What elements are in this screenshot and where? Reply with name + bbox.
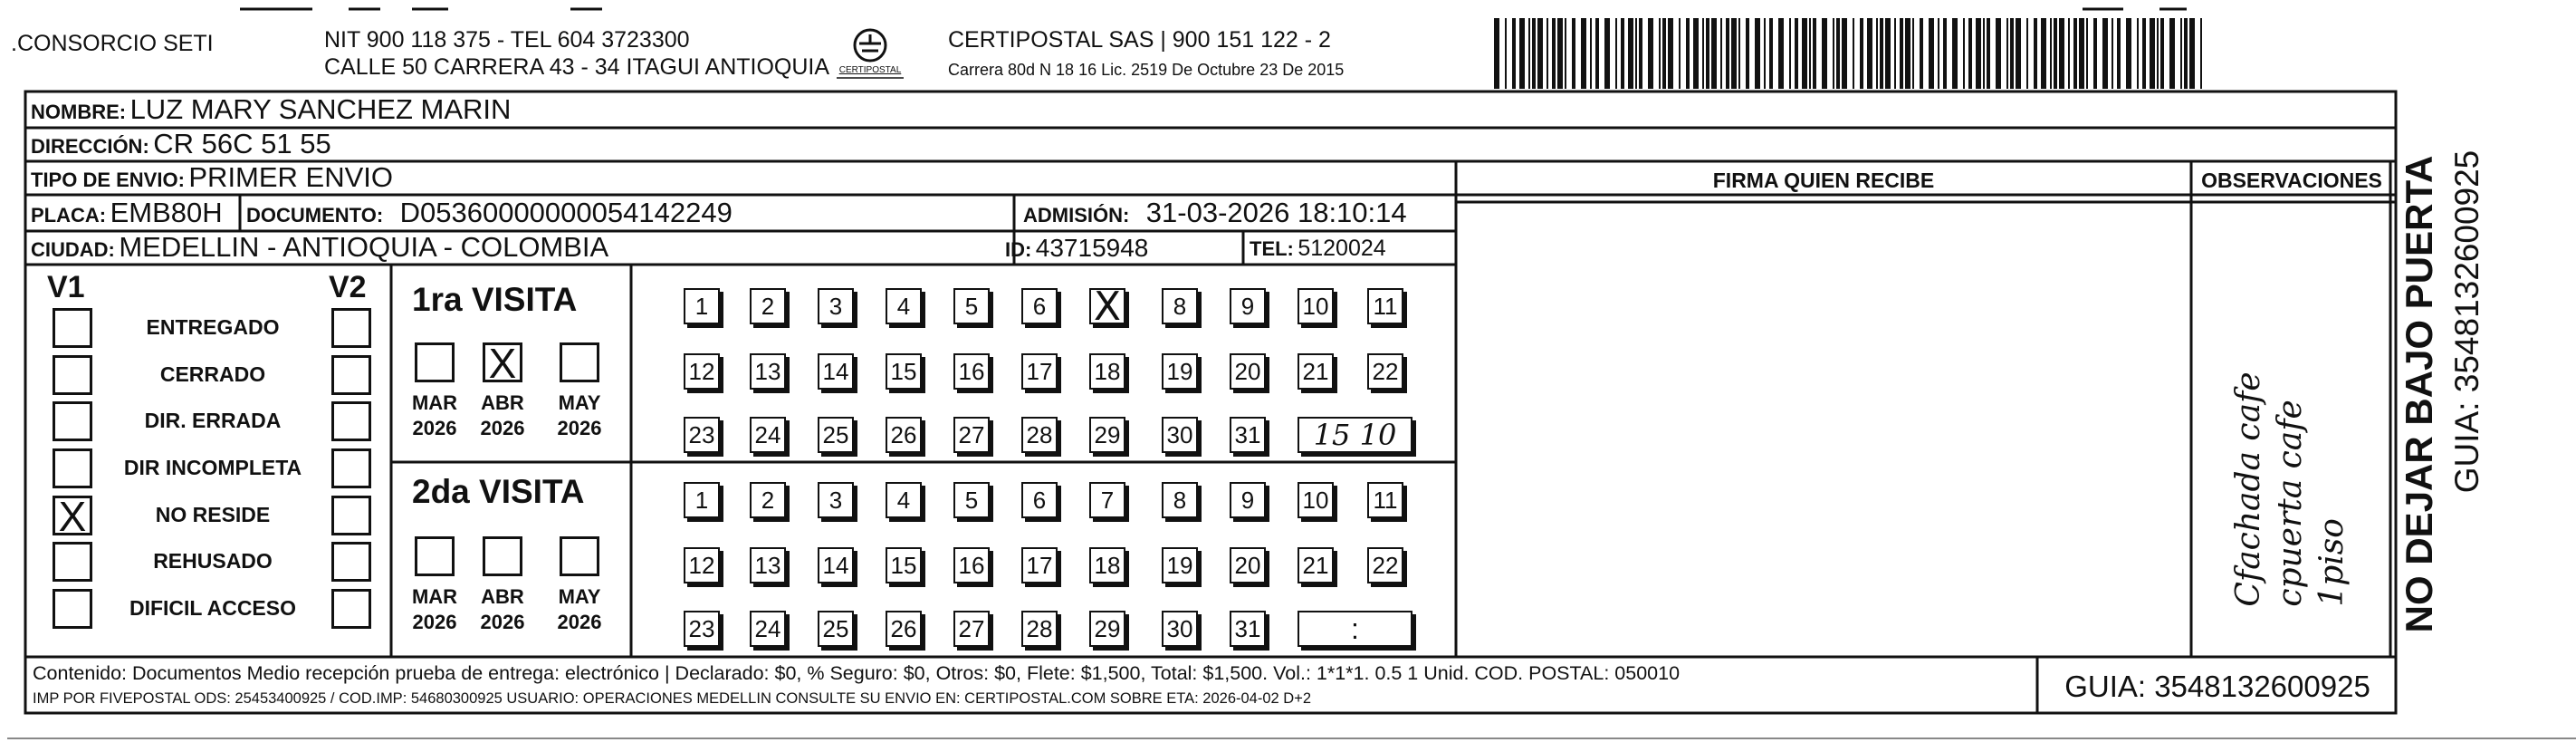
second-visit-day-box[interactable]: 25 [818, 611, 854, 647]
v2-checkbox[interactable] [331, 589, 371, 629]
first-visit-day-box[interactable]: 26 [886, 417, 922, 453]
first-visit-year-label: 2026 [412, 417, 457, 439]
ciudad-label: CIUDAD: [31, 238, 115, 261]
observation-line-2: cpuerta cafe [2272, 400, 2309, 607]
v2-checkbox[interactable] [331, 401, 371, 441]
second-visit-month-label: MAR [411, 585, 458, 608]
second-visit-month-label: MAY [558, 585, 601, 608]
first-visit-day-box[interactable]: X [1089, 288, 1125, 324]
nombre-label: NOMBRE: [31, 101, 127, 123]
first-visit-day-box[interactable]: 9 [1230, 288, 1266, 324]
v1-checkbox[interactable] [53, 542, 92, 582]
v2-checkbox[interactable] [331, 542, 371, 582]
bottom-edge-marks [0, 729, 2576, 747]
check-mark: X [58, 493, 87, 540]
second-visit-day-box[interactable]: 27 [953, 611, 990, 647]
observation-line-3: 1piso [2313, 518, 2351, 607]
direccion-label: DIRECCIÓN: [31, 135, 149, 158]
first-visit-day-box[interactable]: 8 [1162, 288, 1198, 324]
footer-guia: GUIA: 3548132600925 [2064, 670, 2370, 703]
ciudad-field [31, 232, 608, 268]
status-label: DIR INCOMPLETA [123, 456, 302, 479]
nit-line: NIT 900 118 375 - TEL 604 3723300 [324, 27, 690, 53]
placa-field [31, 198, 223, 234]
first-visit-day-box[interactable]: 16 [953, 353, 990, 390]
first-visit-time-box[interactable]: 15 10 [1298, 417, 1412, 453]
second-visit-day-box[interactable]: 28 [1021, 611, 1058, 647]
second-visit-day-box[interactable]: 23 [684, 611, 720, 647]
v1-checkbox[interactable] [53, 493, 92, 540]
second-visit-day-box[interactable]: 24 [750, 611, 786, 647]
first-visit-day-box[interactable]: 24 [750, 417, 786, 453]
nombre-value: LUZ MARY SANCHEZ MARIN [129, 93, 512, 125]
second-visit-day-box[interactable]: 9 [1230, 482, 1266, 518]
direccion-row [31, 129, 331, 165]
first-visit-day-box[interactable]: 31 [1230, 417, 1266, 453]
second-visit-day-box[interactable]: 5 [953, 482, 990, 518]
admision-field [1023, 198, 1407, 234]
company-name: .CONSORCIO SETI [11, 31, 214, 56]
first-visit-day-box[interactable]: 6 [1021, 288, 1058, 324]
first-visit-title: 1ra VISITA [412, 281, 578, 318]
tel-label: TEL: [1250, 237, 1294, 260]
first-visit-month-label: ABR [481, 391, 524, 414]
observaciones-header: OBSERVACIONES [2201, 169, 2382, 192]
second-visit-day-box[interactable]: 12 [684, 547, 720, 583]
footer-contenido: Contenido: Documentos Medio recepción prueba de entrega: electrónico | Declarado: $0, % Seguro: $0, Otros: $0, Flete: $1,500, Total: $1,500. Vol.: 1*1*1. 0.5 1 Unid. COD. POSTAL: 050010 [33, 662, 1681, 684]
first-visit-day-box[interactable]: 4 [886, 288, 922, 324]
first-visit-day-box[interactable]: 30 [1162, 417, 1198, 453]
second-visit-month-checkbox[interactable] [415, 536, 455, 576]
first-visit-day-box[interactable]: 17 [1021, 353, 1058, 390]
second-visit-day-box[interactable]: 20 [1230, 547, 1266, 583]
first-visit-day-box[interactable]: 12 [684, 353, 720, 390]
direccion-value: CR 56C 51 55 [153, 128, 331, 159]
second-visit-day-box[interactable]: 21 [1298, 547, 1334, 583]
side-guia: GUIA: 3548132600925 [2448, 149, 2485, 494]
first-visit-year-label: 2026 [557, 417, 602, 439]
carrier-line: CERTIPOSTAL SAS | 900 151 122 - 2 [948, 27, 1331, 53]
first-visit-month-checkbox[interactable] [560, 342, 599, 382]
placa-value: EMB80H [110, 197, 223, 228]
first-visit-day-box[interactable]: 21 [1298, 353, 1334, 390]
second-visit-time-box[interactable]: : [1298, 611, 1412, 647]
observation-line-1: Cfachada cafe [2230, 371, 2267, 607]
first-visit-day-box[interactable]: 5 [953, 288, 990, 324]
id-label: ID: [1005, 238, 1032, 261]
first-visit-day-box[interactable]: 23 [684, 417, 720, 453]
first-visit-month-label: MAR [411, 391, 458, 414]
second-visit-year-label: 2026 [480, 611, 525, 633]
second-visit-title: 2da VISITA [412, 473, 585, 510]
second-visit-day-box[interactable]: 10 [1298, 482, 1334, 518]
v1-checkbox[interactable] [53, 448, 92, 488]
second-visit-day-box[interactable]: 16 [953, 547, 990, 583]
v1-checkbox[interactable] [53, 355, 92, 395]
v2-checkbox[interactable] [331, 355, 371, 395]
footer-imp: IMP POR FIVEPOSTAL ODS: 25453400925 / COD.IMP: 54680300925 USUARIO: OPERACIONES MEDELLIN CONSULTE SU ENVIO EN: CERTIPOSTAL.COM SOBRE ETA: 2026-04-02 D+2 [33, 690, 1312, 707]
placa-label: PLACA: [31, 204, 107, 227]
status-label: NO RESIDE [155, 503, 271, 526]
status-label: ENTREGADO [146, 315, 280, 339]
second-visit-day-box[interactable]: 15 [886, 547, 922, 583]
status-label: DIR. ERRADA [144, 409, 282, 432]
v1-checkbox[interactable] [53, 589, 92, 629]
second-visit-day-box[interactable]: 13 [750, 547, 786, 583]
carrier-address: Carrera 80d N 18 16 Lic. 2519 De Octubre 23 De 2015 [948, 61, 1345, 79]
first-visit-year-label: 2026 [480, 417, 525, 439]
first-visit-day-box[interactable]: 19 [1162, 353, 1198, 390]
second-visit-month-label: ABR [481, 585, 524, 608]
status-label: DIFICIL ACCESO [129, 596, 296, 620]
v2-checkbox[interactable] [331, 496, 371, 535]
documento-field [246, 198, 733, 234]
second-visit-day-box[interactable]: 31 [1230, 611, 1266, 647]
first-visit-day-box[interactable]: 15 [886, 353, 922, 390]
first-visit-day-box[interactable]: 20 [1230, 353, 1266, 390]
first-visit-month-checkbox[interactable] [483, 340, 522, 387]
firma-header: FIRMA QUIEN RECIBE [1712, 169, 1935, 192]
v1-label: V1 [47, 270, 85, 304]
first-visit-day-box[interactable]: 29 [1089, 417, 1125, 453]
first-visit-day-box[interactable]: 13 [750, 353, 786, 390]
second-visit-year-label: 2026 [557, 611, 602, 633]
v2-checkbox[interactable] [331, 448, 371, 488]
documento-value: D05360000000054142249 [399, 197, 733, 228]
tel-value: 5120024 [1298, 236, 1386, 261]
status-label: REHUSADO [153, 549, 273, 573]
ciudad-value: MEDELLIN - ANTIOQUIA - COLOMBIA [119, 231, 609, 263]
second-visit-day-box[interactable]: 11 [1367, 482, 1403, 518]
id-field [1005, 233, 1148, 268]
second-visit-day-box[interactable]: 30 [1162, 611, 1198, 647]
second-visit-day-box[interactable]: 17 [1021, 547, 1058, 583]
second-visit-day-box[interactable]: 14 [818, 547, 854, 583]
logo-text: CERTIPOSTAL [838, 65, 902, 75]
second-visit-day-box[interactable]: 3 [818, 482, 854, 518]
first-visit-day-box[interactable]: 27 [953, 417, 990, 453]
first-visit-day-box[interactable]: 22 [1367, 353, 1403, 390]
second-visit-year-label: 2026 [412, 611, 457, 633]
second-visit-day-box[interactable]: 6 [1021, 482, 1058, 518]
first-visit-day-box[interactable]: 11 [1367, 288, 1403, 324]
second-visit-day-box[interactable]: 2 [750, 482, 786, 518]
first-visit-day-box[interactable]: 10 [1298, 288, 1334, 324]
id-value: 43715948 [1035, 234, 1149, 262]
tipo-envio-value: PRIMER ENVIO [188, 161, 394, 193]
nombre-row [31, 94, 511, 130]
v2-checkbox[interactable] [331, 308, 371, 348]
admision-value: 31-03-2026 18:10:14 [1145, 197, 1407, 228]
first-visit-month-checkbox[interactable] [415, 342, 455, 382]
second-visit-day-box[interactable]: 18 [1089, 547, 1125, 583]
first-visit-day-box[interactable]: 25 [818, 417, 854, 453]
address-line: CALLE 50 CARRERA 43 - 34 ITAGUI ANTIOQUIA [324, 54, 830, 80]
first-visit-day-box[interactable]: 14 [818, 353, 854, 390]
tel-field [1250, 233, 1386, 267]
status-label: CERRADO [159, 362, 266, 386]
tipo-envio-row [31, 162, 393, 198]
first-visit-month-label: MAY [558, 391, 601, 414]
second-visit-day-box[interactable]: 1 [684, 482, 720, 518]
observations-handwriting [2200, 326, 2381, 652]
first-visit-day-box[interactable]: 3 [818, 288, 854, 324]
second-visit-day-box[interactable]: 8 [1162, 482, 1198, 518]
admision-label: ADMISIÓN: [1023, 204, 1130, 227]
tipo-envio-label: TIPO DE ENVIO: [31, 169, 185, 191]
second-visit-day-box[interactable]: 29 [1089, 611, 1125, 647]
second-visit-month-checkbox[interactable] [560, 536, 599, 576]
v2-label: V2 [329, 270, 367, 304]
second-visit-month-checkbox[interactable] [483, 536, 522, 576]
second-visit-day-box[interactable]: 4 [886, 482, 922, 518]
first-visit-day-box[interactable]: 28 [1021, 417, 1058, 453]
second-visit-day-box[interactable]: 26 [886, 611, 922, 647]
first-visit-day-box[interactable]: 18 [1089, 353, 1125, 390]
second-visit-day-box[interactable]: 7 [1089, 482, 1125, 518]
first-visit-day-box[interactable]: 2 [750, 288, 786, 324]
first-visit-day-box[interactable]: 1 [684, 288, 720, 324]
second-visit-day-box[interactable]: 22 [1367, 547, 1403, 583]
second-visit-day-box[interactable]: 19 [1162, 547, 1198, 583]
side-warning: NO DEJAR BAJO PUERTA [2398, 155, 2440, 633]
v1-checkbox[interactable] [53, 308, 92, 348]
documento-label: DOCUMENTO: [246, 204, 384, 227]
v1-checkbox[interactable] [53, 401, 92, 441]
check-mark: X [488, 340, 517, 387]
